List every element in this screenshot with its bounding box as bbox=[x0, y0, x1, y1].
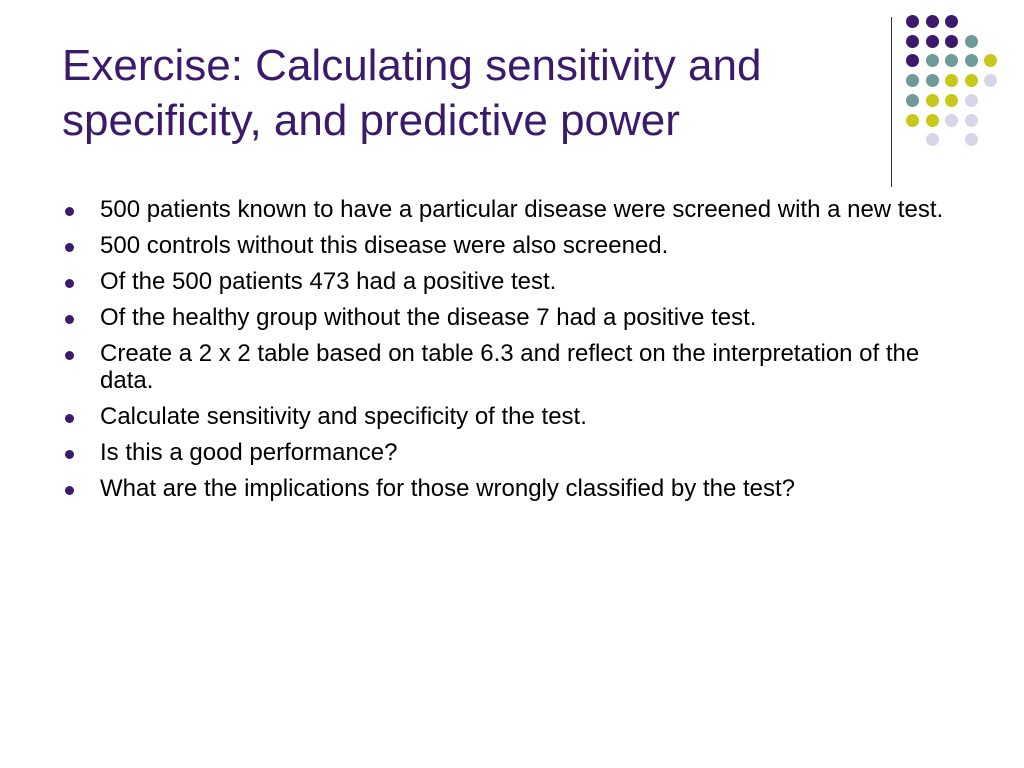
decorative-dot bbox=[965, 114, 978, 127]
decorative-dot bbox=[926, 15, 939, 28]
decorative-dot bbox=[945, 74, 958, 87]
bullet-list bbox=[62, 196, 962, 511]
bullet-text: Is this a good performance? bbox=[100, 439, 398, 466]
decorative-dot bbox=[984, 54, 997, 67]
title-divider bbox=[891, 17, 892, 187]
bullet-item bbox=[62, 268, 962, 295]
decorative-dot bbox=[926, 54, 939, 67]
bullet-icon bbox=[65, 486, 74, 495]
decorative-dot bbox=[906, 35, 919, 48]
decorative-dot bbox=[906, 15, 919, 28]
decorative-dot bbox=[906, 94, 919, 107]
decorative-dot bbox=[926, 114, 939, 127]
bullet-item bbox=[62, 475, 962, 502]
decorative-dot bbox=[945, 114, 958, 127]
decorative-dot bbox=[945, 35, 958, 48]
bullet-text: Of the healthy group without the disease 7 had a positive test. bbox=[100, 304, 757, 331]
decorative-dot bbox=[906, 74, 919, 87]
bullet-item bbox=[62, 403, 962, 430]
slide-title bbox=[62, 38, 862, 148]
decorative-dot bbox=[926, 74, 939, 87]
slide-title-line-2: specificity, and predictive power bbox=[62, 96, 680, 145]
decorative-dot bbox=[945, 94, 958, 107]
bullet-icon bbox=[65, 351, 74, 360]
bullet-icon bbox=[65, 243, 74, 252]
decorative-dot bbox=[965, 94, 978, 107]
bullet-icon bbox=[65, 450, 74, 459]
bullet-item bbox=[62, 340, 962, 394]
decorative-dot bbox=[965, 74, 978, 87]
slide-title-line-1: Exercise: Calculating sensitivity and bbox=[62, 41, 762, 90]
decorative-dot bbox=[945, 54, 958, 67]
decorative-dot bbox=[984, 74, 997, 87]
bullet-text: Calculate sensitivity and specificity of the test. bbox=[100, 403, 587, 430]
bullet-icon bbox=[65, 414, 74, 423]
decorative-dot bbox=[926, 133, 939, 146]
bullet-text: 500 controls without this disease were also screened. bbox=[100, 232, 669, 259]
decorative-dot bbox=[906, 114, 919, 127]
decorative-dot-grid bbox=[906, 15, 1010, 165]
decorative-dot bbox=[926, 94, 939, 107]
bullet-icon bbox=[65, 279, 74, 288]
bullet-text: Create a 2 x 2 table based on table 6.3 and reflect on the interpretation of the data. bbox=[100, 340, 920, 394]
bullet-icon bbox=[65, 315, 74, 324]
bullet-text: What are the implications for those wrongly classified by the test? bbox=[100, 475, 795, 502]
bullet-text: Of the 500 patients 473 had a positive test. bbox=[100, 268, 557, 295]
decorative-dot bbox=[926, 35, 939, 48]
bullet-item bbox=[62, 232, 962, 259]
bullet-text: 500 patients known to have a particular disease were screened with a new test. bbox=[100, 196, 944, 223]
decorative-dot bbox=[906, 54, 919, 67]
decorative-dot bbox=[965, 133, 978, 146]
bullet-item bbox=[62, 304, 962, 331]
bullet-item bbox=[62, 439, 962, 466]
bullet-icon bbox=[65, 207, 74, 216]
bullet-item bbox=[62, 196, 962, 223]
decorative-dot bbox=[965, 54, 978, 67]
decorative-dot bbox=[945, 15, 958, 28]
decorative-dot bbox=[965, 35, 978, 48]
